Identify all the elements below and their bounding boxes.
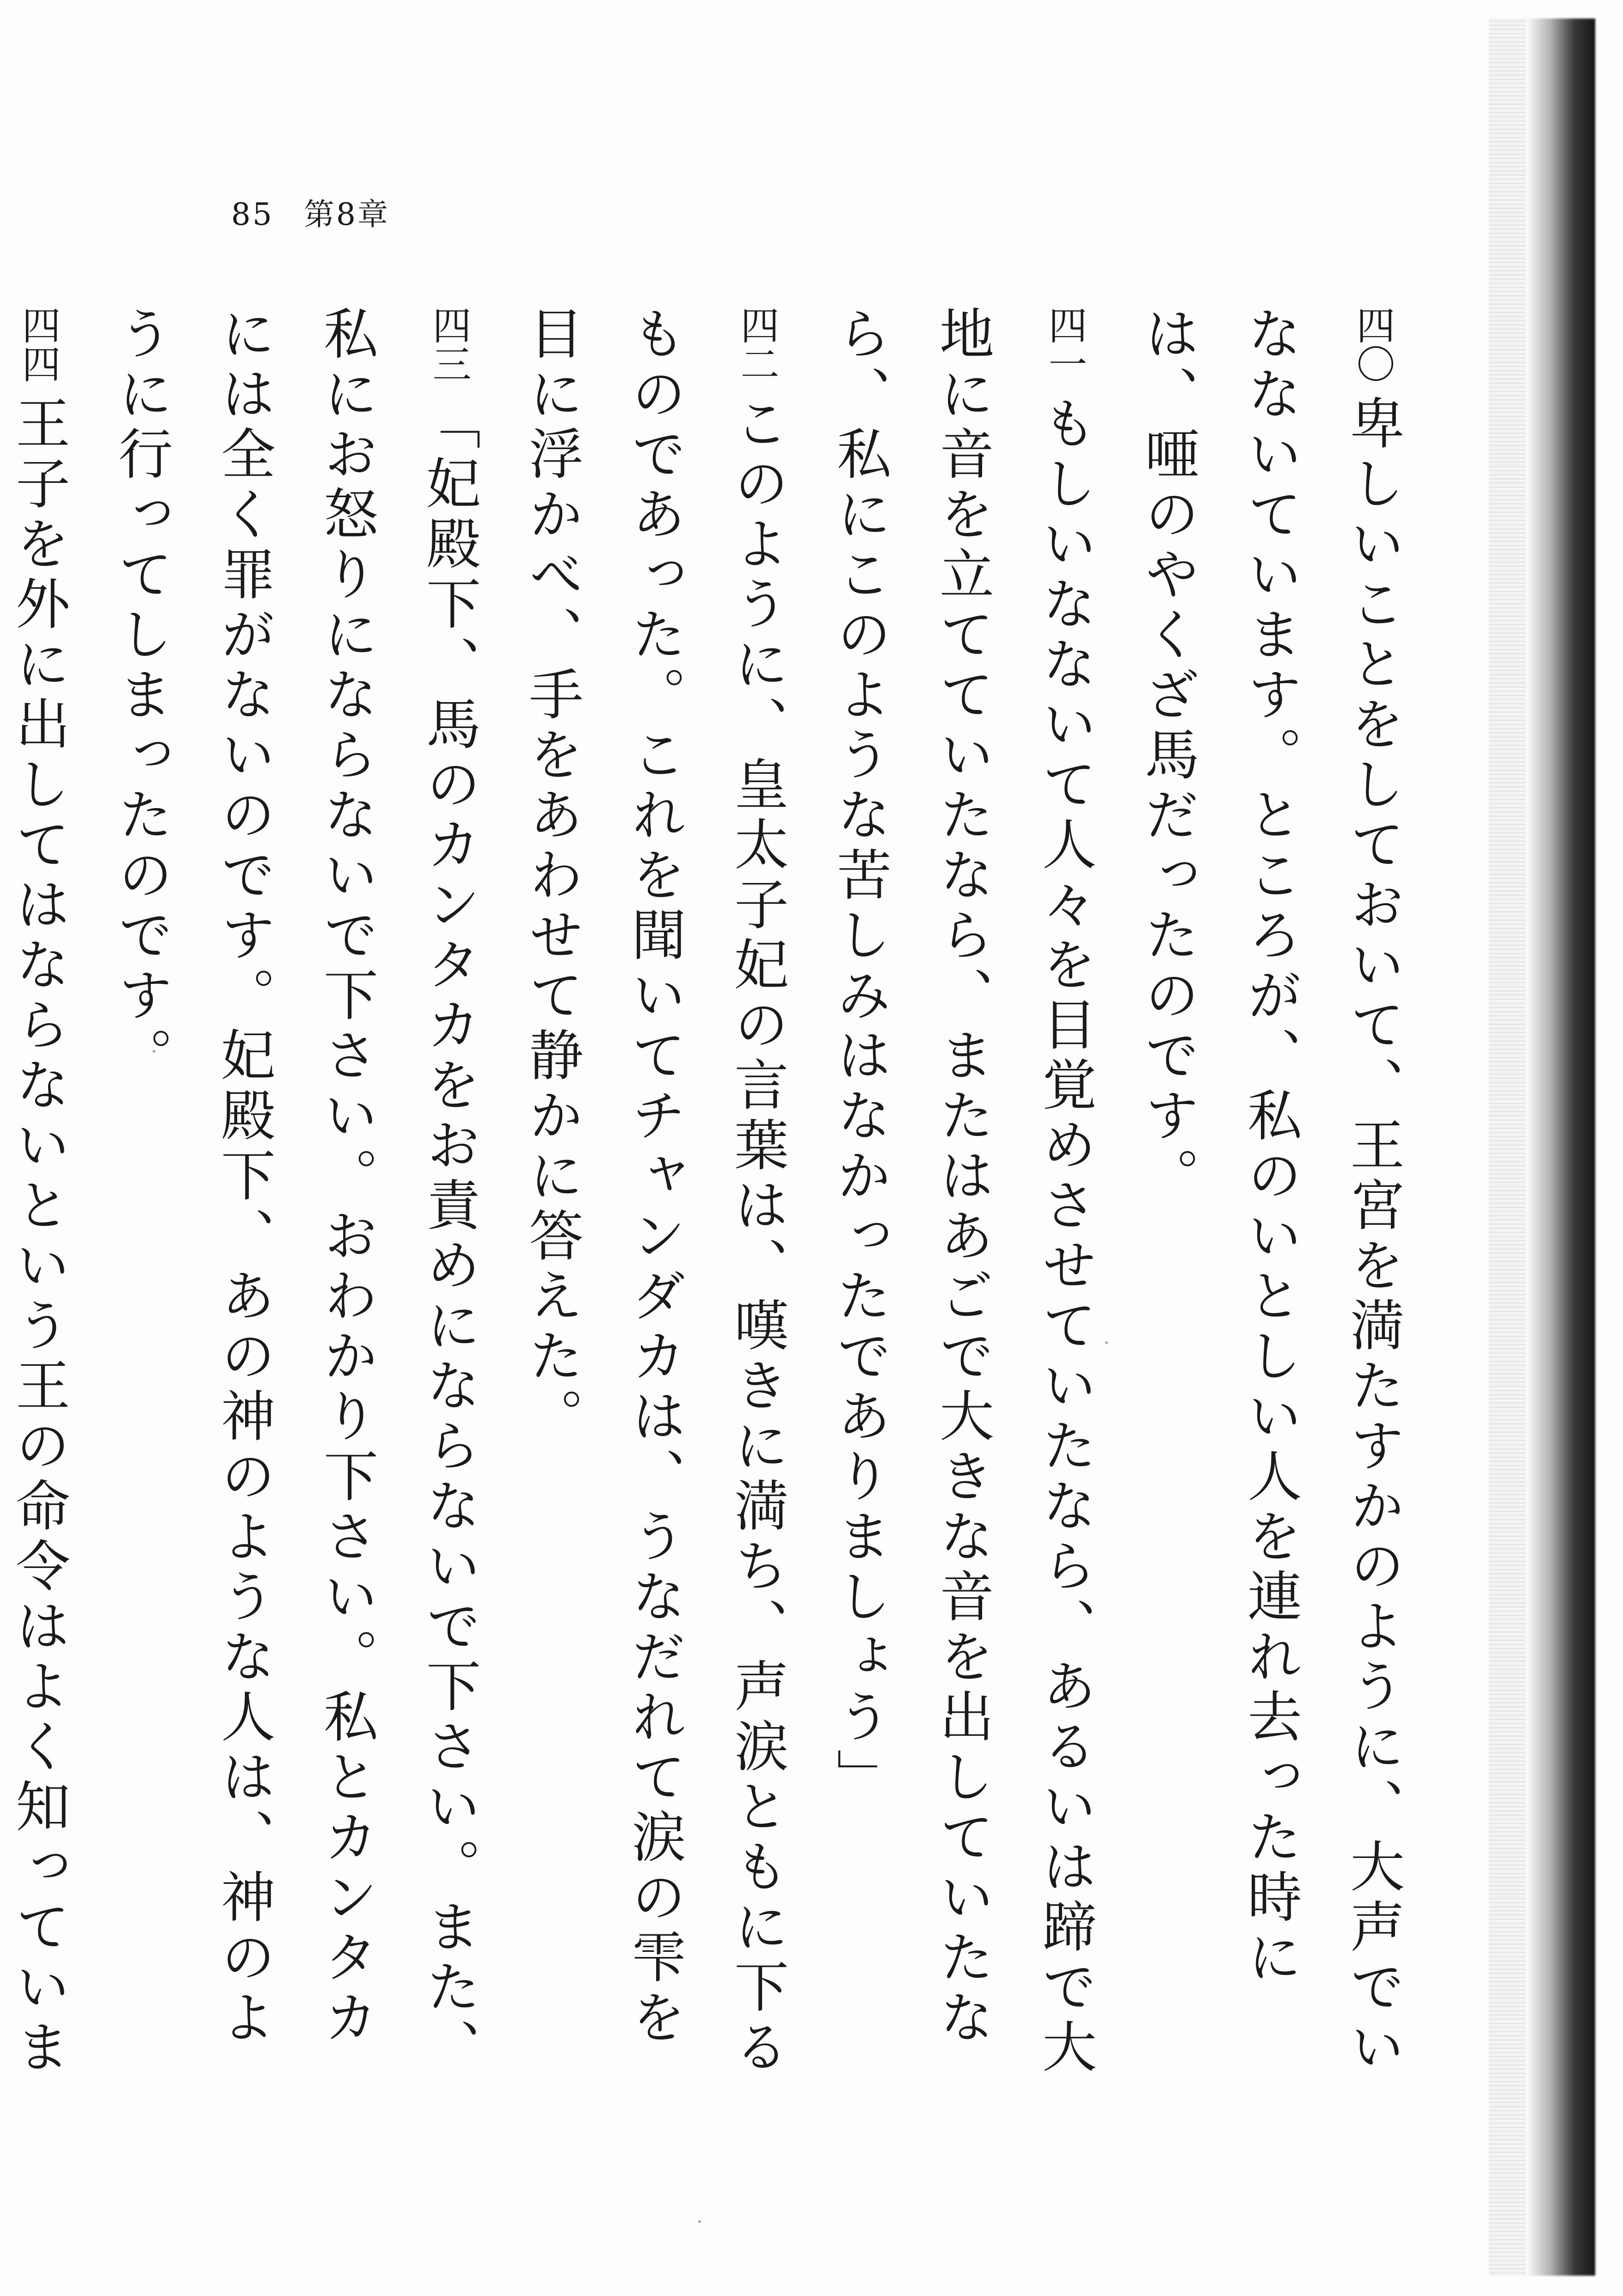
verse-number: 四一	[1042, 305, 1088, 383]
page-number: 85	[231, 197, 274, 232]
verse-text: このように、皇太子妃の言葉は、嘆きに満ち、声涙ともに下るものであった。これを聞いてチャンダカは、うなだれて涙の雫を目に浮かべ、手をあわせて静かに答えた。	[520, 305, 789, 2079]
verse-41	[808, 305, 1116, 2091]
verse-text: 王子を外に出してはならないという王の命令はよく知っていま	[6, 395, 70, 2079]
verse-number: 四二	[734, 305, 780, 383]
verse-text: もしいなないて人々を目覚めさせていたなら、あるいは蹄で大地に音を立てていたなら、またはあごで大きな音を出していたなら、私にこのような苦しみはなかったでありましょう」	[828, 305, 1097, 2079]
scan-speck	[1105, 1341, 1108, 1344]
verse-43	[90, 305, 500, 2091]
scan-speck	[153, 1050, 155, 1053]
verse-40	[1116, 305, 1424, 2091]
verse-number: 四三	[426, 305, 472, 383]
verse-text: 卑しいことをしておいて、王宮を満たすかのように、大声でいなないています。ところが、私のいとしい人を連れ去った時には、唖のやくざ馬だったのです。	[1136, 305, 1405, 2079]
verse-number: 四〇	[1350, 305, 1396, 383]
verse-text: 「妃殿下、馬のカンタカをお責めにならないで下さい。また、私にお怒りにならないで下さい。おわかり下さい。私とカンタカには全く罪がないのです。妃殿下、あの神のような人は、神のように行ってしまったのです。	[109, 305, 481, 2079]
verse-number: 四四	[16, 305, 61, 383]
verse-42	[500, 305, 808, 2091]
scan-speck	[698, 2220, 701, 2223]
scan-edge-noise	[1489, 19, 1526, 2276]
chapter-title: 第8章	[303, 197, 390, 232]
vertical-text-body	[6, 305, 1424, 2091]
scan-edge-shadow	[1526, 19, 1595, 2276]
verse-44	[0, 305, 90, 2091]
running-header	[231, 190, 390, 234]
